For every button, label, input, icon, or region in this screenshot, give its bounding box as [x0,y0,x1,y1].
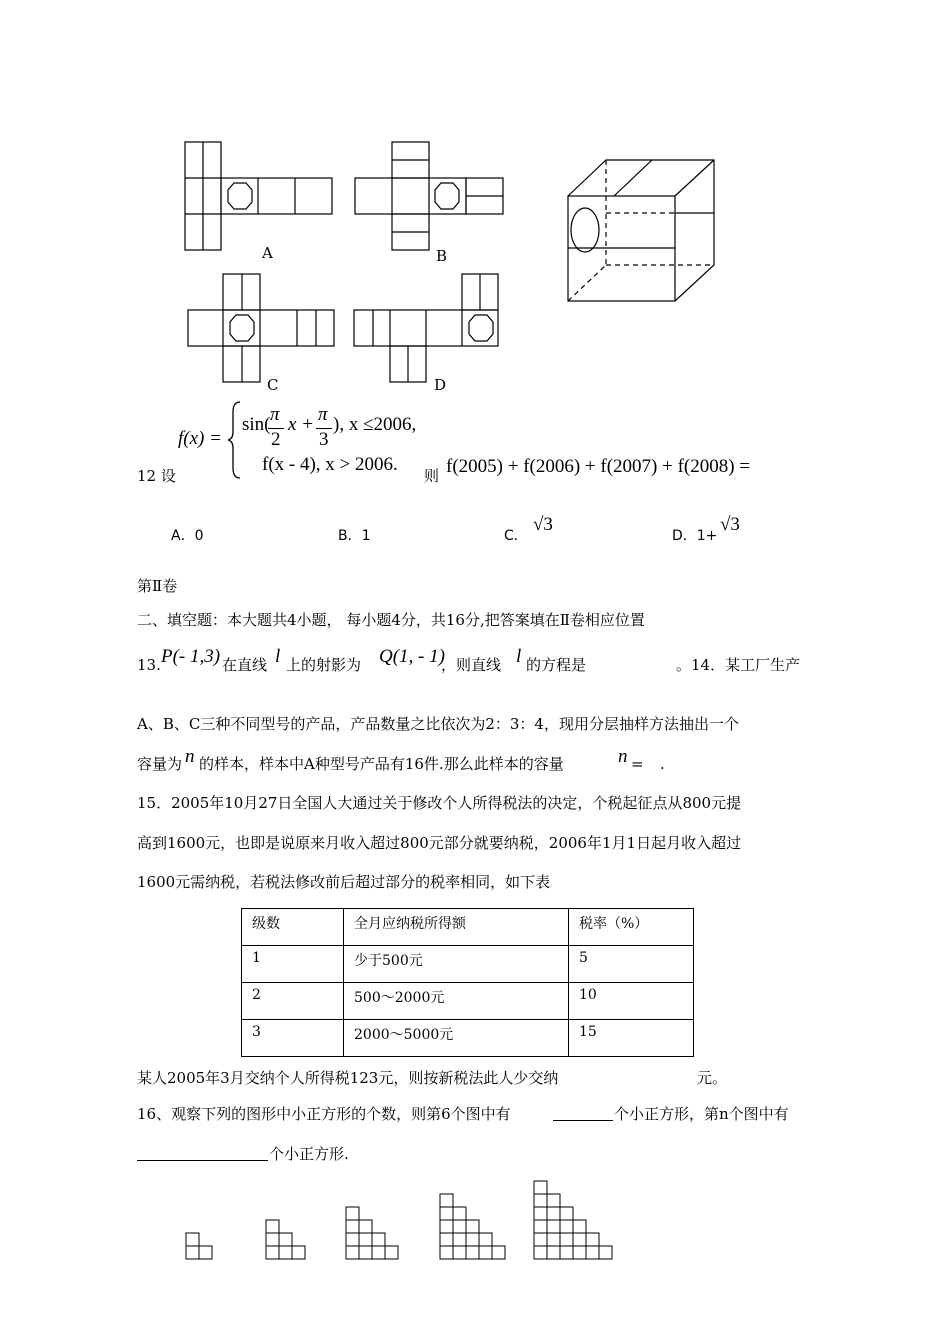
figure-label-a: A [262,244,273,262]
table-cell: 2 [242,983,344,1020]
q14-n1: n [185,746,195,767]
table-header-cell: 税率（%） [569,909,694,946]
q13-point-p: P(- 1,3) [161,646,221,667]
q15-after-b: 元。 [697,1069,728,1087]
q15-after-a: 某人2005年3月交纳个人所得税123元，则按新税法此人少交纳 [137,1069,559,1087]
q13-line-l: l [275,646,281,667]
q12-case1-sin: sin( [242,414,271,435]
q12-case2: f(x - 4), x > 2006. [262,454,398,475]
q12-case1-pi: π [270,404,280,425]
table-cell: 3 [242,1020,344,1057]
q15-line2: 高到1600元，也即是说原来月收入超过800元部分就要纳税，2006年1月1日起月收入超过 [137,834,742,852]
q12-then: 则 [424,467,440,485]
q12-case1-two: 2 [271,429,281,450]
table-cell: 少于500元 [344,946,569,983]
table-cell: 1 [242,946,344,983]
q12-option-c-math: √3 [533,514,553,535]
table-cell: 500～2000元 [344,983,569,1020]
figure-label-c: C [267,376,279,394]
table-cell: 10 [569,983,694,1020]
q12-case1-three: 3 [319,429,329,450]
q12-option-d-math: √3 [720,514,740,535]
table-cell: 2000～5000元 [344,1020,569,1057]
figure-label-d: D [434,376,447,394]
q15-line3: 1600元需纳税，若税法修改前后超过部分的税率相同，如下表 [137,873,551,891]
q15-line1: 15．2005年10月27日全国人大通过关于修改个人所得税法的决定，个税起征点从800元提 [137,794,742,812]
q12-case1-tail: ), x ≤2006, [333,414,417,435]
table-cell: 15 [569,1020,694,1057]
q12-option-c: C． [504,528,528,544]
q12-expression: f(2005) + f(2006) + f(2007) + f(2008) = [446,456,751,477]
q12-option-b: B．1 [338,528,371,544]
q13-text5: 。14．某工厂生产 [676,656,801,674]
q12-case1-x: x + [288,414,315,435]
table-header-cell: 全月应纳税所得额 [344,909,569,946]
q14-line1: A、B、C三种不同型号的产品，产品数量之比依次为2：3：4，现用分层抽样方法抽出一个 [137,715,739,733]
section-title: 第Ⅱ卷 [137,577,178,595]
q14-line2-b: 的样本，样本中A种型号产品有16件.那么此样本的容量 [199,755,564,773]
q14-n2: n [618,746,628,767]
q12-option-d: D．1+ [672,528,718,544]
q13-text2: 上的射影为 [286,656,362,674]
table-header-cell: 级数 [242,909,344,946]
q13-line-l2: l [516,646,522,667]
q14-line2-c: = [631,755,644,773]
q12-case1-pi2: π [318,404,328,425]
q12-option-a: A．0 [171,528,204,544]
table-cell: 5 [569,946,694,983]
section-instruction: 二、填空题：本大题共4小题， 每小题4分，共16分,把答案填在Ⅱ卷相应位置 [137,611,645,629]
q14-line2-a: 容量为 [137,755,183,773]
q12-function-lhs: f(x) = [178,428,222,449]
q12-number: 12 设 [137,467,176,485]
q16-line2: 个小正方形. [269,1145,349,1163]
q13-text1: 在直线 [222,656,268,674]
q16-line1-b: 个小正方形，第n个图中有 [614,1105,789,1123]
q14-line2-d: . [660,755,665,773]
q13-number: 13. [137,656,161,674]
figure-label-b: B [436,247,448,265]
q13-text3: ，则直线 [441,656,502,674]
q13-text4: 的方程是 [526,656,587,674]
q16-line1-a: 16、观察下列的图形中小正方形的个数，则第6个图中有 [137,1105,511,1123]
q13-point-q: Q(1, - 1) [379,646,445,667]
